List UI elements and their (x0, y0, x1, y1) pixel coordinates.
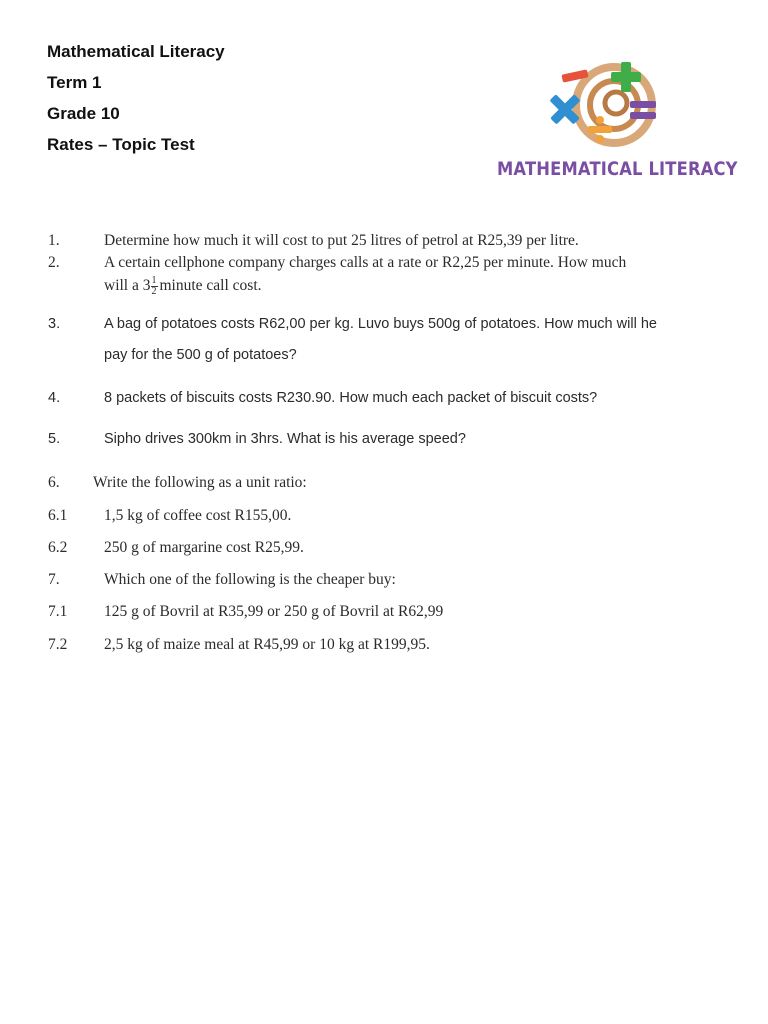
question-2 (48, 254, 732, 304)
question-text-line-2 (104, 276, 262, 297)
question-text: 1,5 kg of coffee cost R155,00. (104, 507, 292, 524)
question-6-1 (48, 507, 732, 527)
question-text: Sipho drives 300km in 3hrs. What is his average speed? (104, 431, 466, 447)
question-number: 7. (48, 571, 60, 588)
question-number: 7.1 (48, 603, 68, 620)
question-number: 1. (48, 232, 60, 249)
question-text-line-2: pay for the 500 g of potatoes? (104, 347, 297, 363)
question-text: 2,5 kg of maize meal at R45,99 or 10 kg at R199,95. (104, 636, 430, 653)
question-7-2 (48, 636, 732, 656)
logo-text: MATHEMATICAL LITERACY (497, 158, 738, 180)
mathematical-literacy-logo (494, 58, 738, 188)
question-number: 6.2 (48, 539, 68, 556)
question-5 (48, 431, 732, 451)
question-number: 6.1 (48, 507, 68, 524)
fraction-denominator: 2 (151, 286, 157, 297)
question-text-line-1: A bag of potatoes costs R62,00 per kg. Luvo buys 500g of potatoes. How much will he (104, 316, 657, 332)
question-number: 6. (48, 474, 60, 491)
math-symbols-icon (542, 58, 672, 158)
grade-line: Grade 10 (47, 104, 120, 123)
question-4 (48, 390, 732, 410)
question-text: 250 g of margarine cost R25,99. (104, 539, 304, 556)
question-number: 3. (48, 316, 61, 332)
question-3 (48, 316, 732, 372)
question-1 (48, 232, 732, 252)
term-line: Term 1 (47, 73, 102, 92)
question-text-line-1: A certain cellphone company charges calls at a rate or R2,25 per minute. How much (104, 254, 627, 271)
question-number: 5. (48, 431, 61, 447)
question-text-prefix: will a 3 (104, 277, 151, 295)
question-text: Which one of the following is the cheaper buy: (104, 571, 396, 588)
question-text: 125 g of Bovril at R35,99 or 250 g of Bovril at R62,99 (104, 603, 444, 620)
question-text: Write the following as a unit ratio: (93, 474, 307, 491)
question-6 (48, 474, 732, 494)
fraction (151, 276, 158, 297)
question-number: 4. (48, 390, 61, 406)
question-text: Determine how much it will cost to put 25 litres of petrol at R25,39 per litre. (104, 232, 579, 249)
question-7 (48, 571, 732, 591)
question-text-suffix: minute call cost. (159, 277, 262, 295)
document-header (47, 41, 225, 165)
question-number: 2. (48, 254, 60, 271)
subject-line: Mathematical Literacy (47, 42, 225, 61)
question-number: 7.2 (48, 636, 68, 653)
test-title: Rates – Topic Test (47, 135, 195, 154)
question-text: 8 packets of biscuits costs R230.90. How much each packet of biscuit costs? (104, 390, 598, 406)
question-7-1 (48, 603, 732, 623)
fraction-numerator: 1 (151, 275, 157, 286)
question-6-2 (48, 539, 732, 559)
